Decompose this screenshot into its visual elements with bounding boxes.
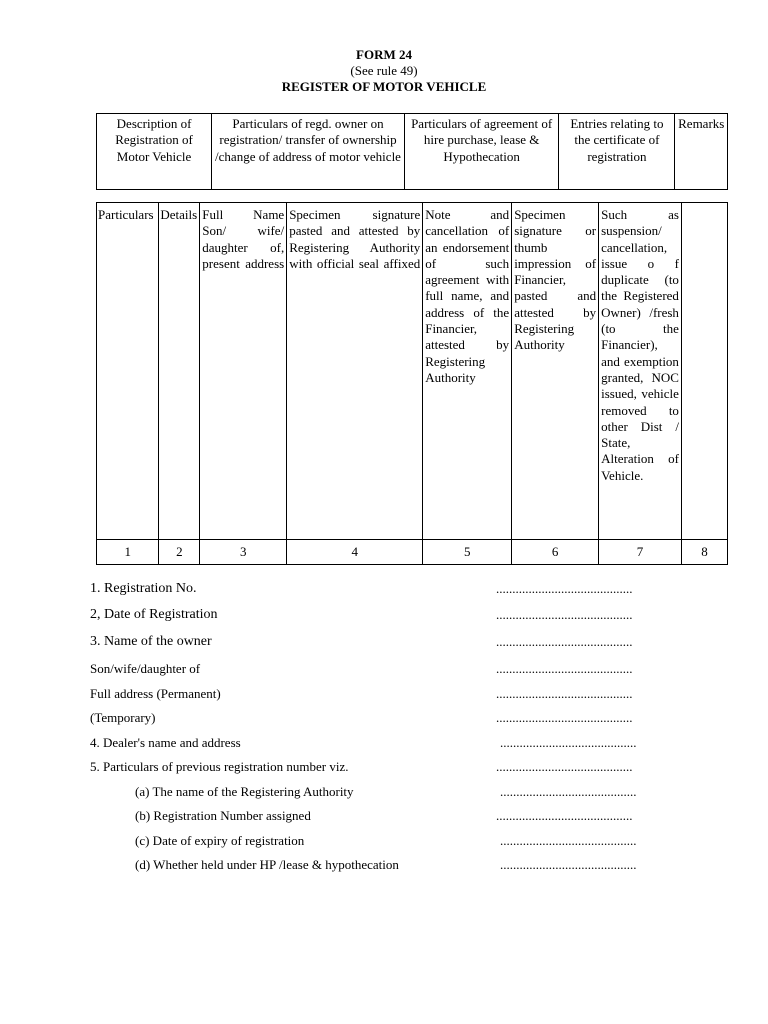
col-note-cancellation: Note and cancellation of an endorsement of such agreement with full name, and address of the Financier, attested by Registering Authority [423,203,512,540]
field-label: 4. Dealer's name and address [90,735,241,750]
col-remarks [681,203,727,540]
col-number: 3 [200,540,287,565]
col-number: 6 [512,540,599,565]
field-label: (d) Whether held under HP /lease & hypothecation [135,857,399,872]
rule-reference: (See rule 49) [350,63,418,78]
detail-table [96,202,728,565]
field-label: (a) The name of the Registering Authority [135,784,354,799]
field-blank[interactable]: .......................................... [496,661,633,676]
field-blank[interactable]: .......................................... [496,581,633,596]
form-title: REGISTER OF MOTOR VEHICLE [281,79,487,94]
field-label: 3. Name of the owner [90,634,212,649]
form-number: FORM 24 [356,47,412,62]
field-label: (b) Registration Number assigned [135,808,311,823]
field-blank[interactable]: .......................................... [500,857,637,872]
field-blank[interactable]: .......................................... [500,833,637,848]
col-financier-signature: Specimen signature or thumb impression of Financier, pasted and attested by Registering Authority [512,203,599,540]
field-blank[interactable]: .......................................... [496,759,633,774]
header-owner-particulars: Particulars of regd. owner on registration/ transfer of ownership /change of address of motor vehicle [212,114,405,190]
col-specimen-signature: Specimen signature pasted and attested by Registering Authority with official seal affixed [287,203,423,540]
col-number: 5 [423,540,512,565]
field-label: (c) Date of expiry of registration [135,833,305,848]
form-header [0,47,768,95]
col-details: Details [159,203,200,540]
col-entries-suspension: Such as suspension/ cancellation, issue o f duplicate (to the Registered Owner) /fresh (to the Financier), and exemption granted, NOC issued, vehicle removed to other Dist / State, Alteration of Vehicle. [599,203,682,540]
col-number: 4 [287,540,423,565]
field-label: Full address (Permanent) [90,686,221,701]
col-full-name: Full Name Son/ wife/ daughter of, present address [200,203,287,540]
header-description: Description of Registration of Motor Vehicle [97,114,212,190]
field-blank[interactable]: .......................................... [500,735,637,750]
header-certificate-entries: Entries relating to the certificate of registration [559,114,675,190]
summary-header-table [96,113,728,190]
col-number: 2 [159,540,200,565]
field-blank[interactable]: .......................................... [496,607,633,622]
field-label: 1. Registration No. [90,581,197,596]
field-label: 5. Particulars of previous registration number viz. [90,759,349,774]
field-blank[interactable]: .......................................... [496,634,633,649]
field-label: (Temporary) [90,710,156,725]
field-blank[interactable]: .......................................... [500,784,637,799]
col-particulars: Particulars [97,203,159,540]
header-remarks: Remarks [675,114,728,190]
col-number: 7 [599,540,682,565]
col-number: 1 [97,540,159,565]
field-blank[interactable]: .......................................... [496,686,633,701]
field-label: Son/wife/daughter of [90,661,201,676]
field-blank[interactable]: .......................................... [496,710,633,725]
header-agreement-particulars: Particulars of agreement of hire purchase, lease & Hypothecation [404,114,558,190]
col-number: 8 [681,540,727,565]
field-blank[interactable]: .......................................... [496,808,633,823]
field-label: 2, Date of Registration [90,607,218,622]
